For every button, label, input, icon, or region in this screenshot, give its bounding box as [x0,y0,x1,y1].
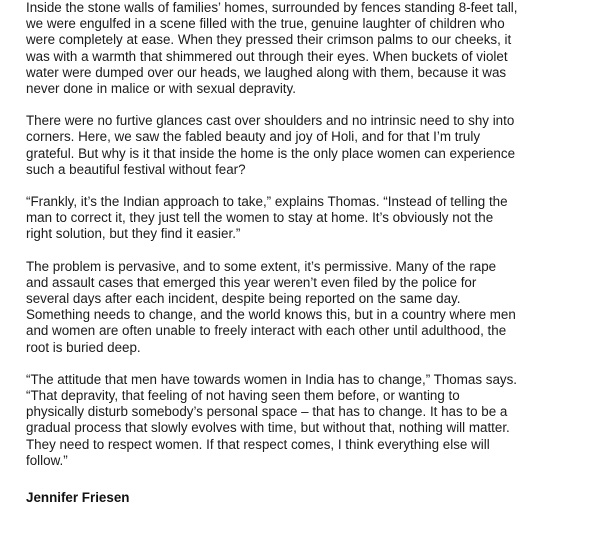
paragraph-line: and assault cases that emerged this year weren’t even filed by the police for [26,274,477,290]
paragraph-line: “Frankly, it’s the Indian approach to take,” explains Thomas. “Instead of telling the [26,194,508,210]
paragraph-line: The problem is pervasive, and to some extent, it’s permissive. Many of the rape [26,258,497,274]
paragraph-line: root is buried deep. [26,339,141,355]
paragraph-line: follow.” [26,452,68,468]
paragraph-line: was with a warmth that shimmered out through their eyes. When buckets of violet [26,48,508,64]
article-paragraphs [26,0,586,469]
paragraph-line: “The attitude that men have towards women in India has to change,” Thomas says. [26,371,518,387]
paragraph-line: gradual process that slowly evolves with time, but without that, nothing will matter. [26,420,510,436]
paragraph-line: such a beautiful festival without fear? [26,161,246,177]
paragraph-line: water were dumped over our heads, we laughed along with them, because it was [26,64,507,80]
author-byline: Jennifer Friesen [26,490,130,506]
paragraph-line: They need to respect women. If that respect comes, I think everything else will [26,436,490,452]
paragraph [26,113,586,178]
article-body [26,0,586,506]
paragraph-line: physically disturb somebody’s personal space – that has to change. It has to be a [26,404,508,420]
paragraph-line: grateful. But why is it that inside the home is the only place women can experience [26,145,516,161]
paragraph [26,194,586,243]
paragraph-line: several days after each incident, despite being reported on the same day. [26,291,461,307]
paragraph-line: were completely at ease. When they pressed their crimson palms to our cheeks, it [26,32,512,48]
paragraph [26,259,586,356]
paragraph [26,372,586,469]
paragraph [26,0,586,97]
paragraph-line: Something needs to change, and the world knows this, but in a country where men [26,307,516,323]
paragraph-line: we were engulfed in a scene filled with the true, genuine laughter of children who [26,16,505,32]
paragraph-line: man to correct it, they just tell the women to stay at home. It’s obviously not the [26,210,494,226]
paragraph-line: “That depravity, that feeling of not having seen them before, or wanting to [26,388,460,404]
paragraph-line: and women are often unable to freely interact with each other until adulthood, the [26,323,507,339]
paragraph-line: never done in malice or with sexual depravity. [26,81,296,97]
paragraph-line: There were no furtive glances cast over shoulders and no intrinsic need to shy into [26,113,515,129]
paragraph-line: right solution, but they find it easier.” [26,226,241,242]
paragraph-line: Inside the stone walls of families’ homes, surrounded by fences standing 8-feet tall, [26,0,518,15]
paragraph-line: corners. Here, we saw the fabled beauty and joy of Holi, and for that I’m truly [26,129,481,145]
